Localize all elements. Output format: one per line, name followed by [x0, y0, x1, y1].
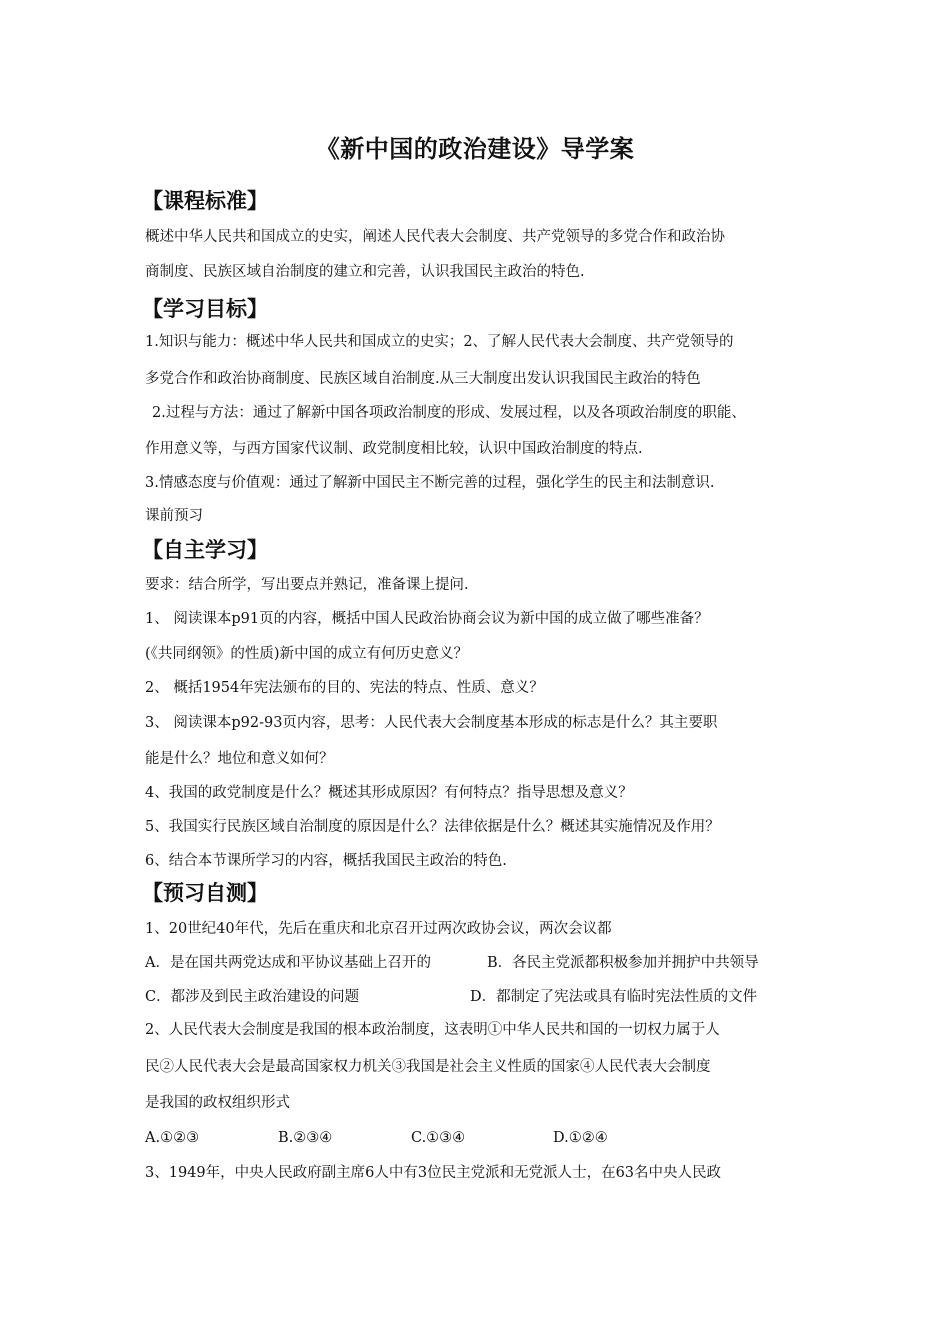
- curriculum-standard-line: 商制度、民族区域自治制度的建立和完善，认识我国民主政治的特色.: [145, 264, 585, 280]
- self-study-line: 能是什么？地位和意义如何？: [145, 751, 334, 767]
- section-heading-curriculum-standard: 【课程标准】: [142, 189, 268, 213]
- self-study-line: 2、 概括1954年宪法颁布的目的、宪法的特点、性质、意义？: [145, 680, 544, 696]
- section-heading-learning-objectives: 【学习目标】: [142, 297, 268, 321]
- question-stem: 3、1949年，中央人民政府副主席6人中有3位民主党派和无党派人士，在63名中央人民政: [145, 1165, 722, 1181]
- question-option: C．都涉及到民主政治建设的问题: [145, 989, 360, 1005]
- question-stem: 1、20世纪40年代，先后在重庆和北京召开过两次政协会议，两次会议都: [145, 921, 612, 937]
- preview-label: 课前预习: [145, 508, 203, 524]
- question-stem: 是我国的政权组织形式: [145, 1095, 290, 1111]
- question-option: A．是在国共两党达成和平协议基础上召开的: [145, 955, 431, 971]
- self-study-line: 6、结合本节课所学习的内容，概括我国民主政治的特色.: [145, 853, 507, 869]
- question-option: B．各民主党派都积极参加并拥护中共领导: [487, 955, 759, 971]
- self-study-line: 5、我国实行民族区域自治制度的原因是什么？法律依据是什么？概述其实施情况及作用？: [145, 819, 720, 835]
- question-option: A.①②③: [145, 1130, 200, 1146]
- objective-line: 2.过程与方法：通过了解新中国各项政治制度的形成、发展过程，以及各项政治制度的职能、: [152, 405, 746, 421]
- section-heading-self-study: 【自主学习】: [142, 538, 268, 562]
- question-option: B.②③④: [278, 1130, 333, 1146]
- curriculum-standard-line: 概述中华人民共和国成立的史实，阐述人民代表大会制度、共产党领导的多党合作和政治协: [145, 229, 725, 245]
- question-option: D.①②④: [553, 1130, 608, 1146]
- self-study-line: 要求：结合所学，写出要点并熟记，准备课上提问.: [145, 577, 469, 593]
- objective-line: 多党合作和政治协商制度、民族区域自治制度.从三大制度出发认识我国民主政治的特色: [145, 371, 701, 387]
- self-study-line: 1、 阅读课本p91页的内容，概括中国人民政治协商会议为新中国的成立做了哪些准备？: [145, 611, 709, 627]
- question-option: D．都制定了宪法或具有临时宪法性质的文件: [470, 989, 758, 1005]
- objective-line: 作用意义等，与西方国家代议制、政党制度相比较，认识中国政治制度的特点.: [145, 441, 643, 457]
- document-title: 《新中国的政治建设》导学案: [315, 135, 635, 163]
- question-stem: 民②人民代表大会是最高国家权力机关③我国是社会主义性质的国家④人民代表大会制度: [145, 1059, 711, 1075]
- self-study-line: (《共同纲领》的性质)新中国的成立有何历史意义？: [145, 646, 469, 662]
- section-heading-self-test: 【预习自测】: [142, 881, 268, 905]
- objective-line: 1.知识与能力：概述中华人民共和国成立的史实；2、了解人民代表大会制度、共产党领导的: [145, 334, 734, 350]
- self-study-line: 3、 阅读课本p92-93页内容，思考：人民代表大会制度基本形成的标志是什么？其主要职: [145, 715, 718, 731]
- self-study-line: 4、我国的政党制度是什么？概述其形成原因？有何特点？指导思想及意义？: [145, 785, 633, 801]
- question-stem: 2、人民代表大会制度是我国的根本政治制度，这表明①中华人民共和国的一切权力属于人: [145, 1022, 720, 1038]
- objective-line: 3.情感态度与价值观：通过了解新中国民主不断完善的过程，强化学生的民主和法制意识.: [145, 475, 715, 491]
- question-option: C.①③④: [411, 1130, 466, 1146]
